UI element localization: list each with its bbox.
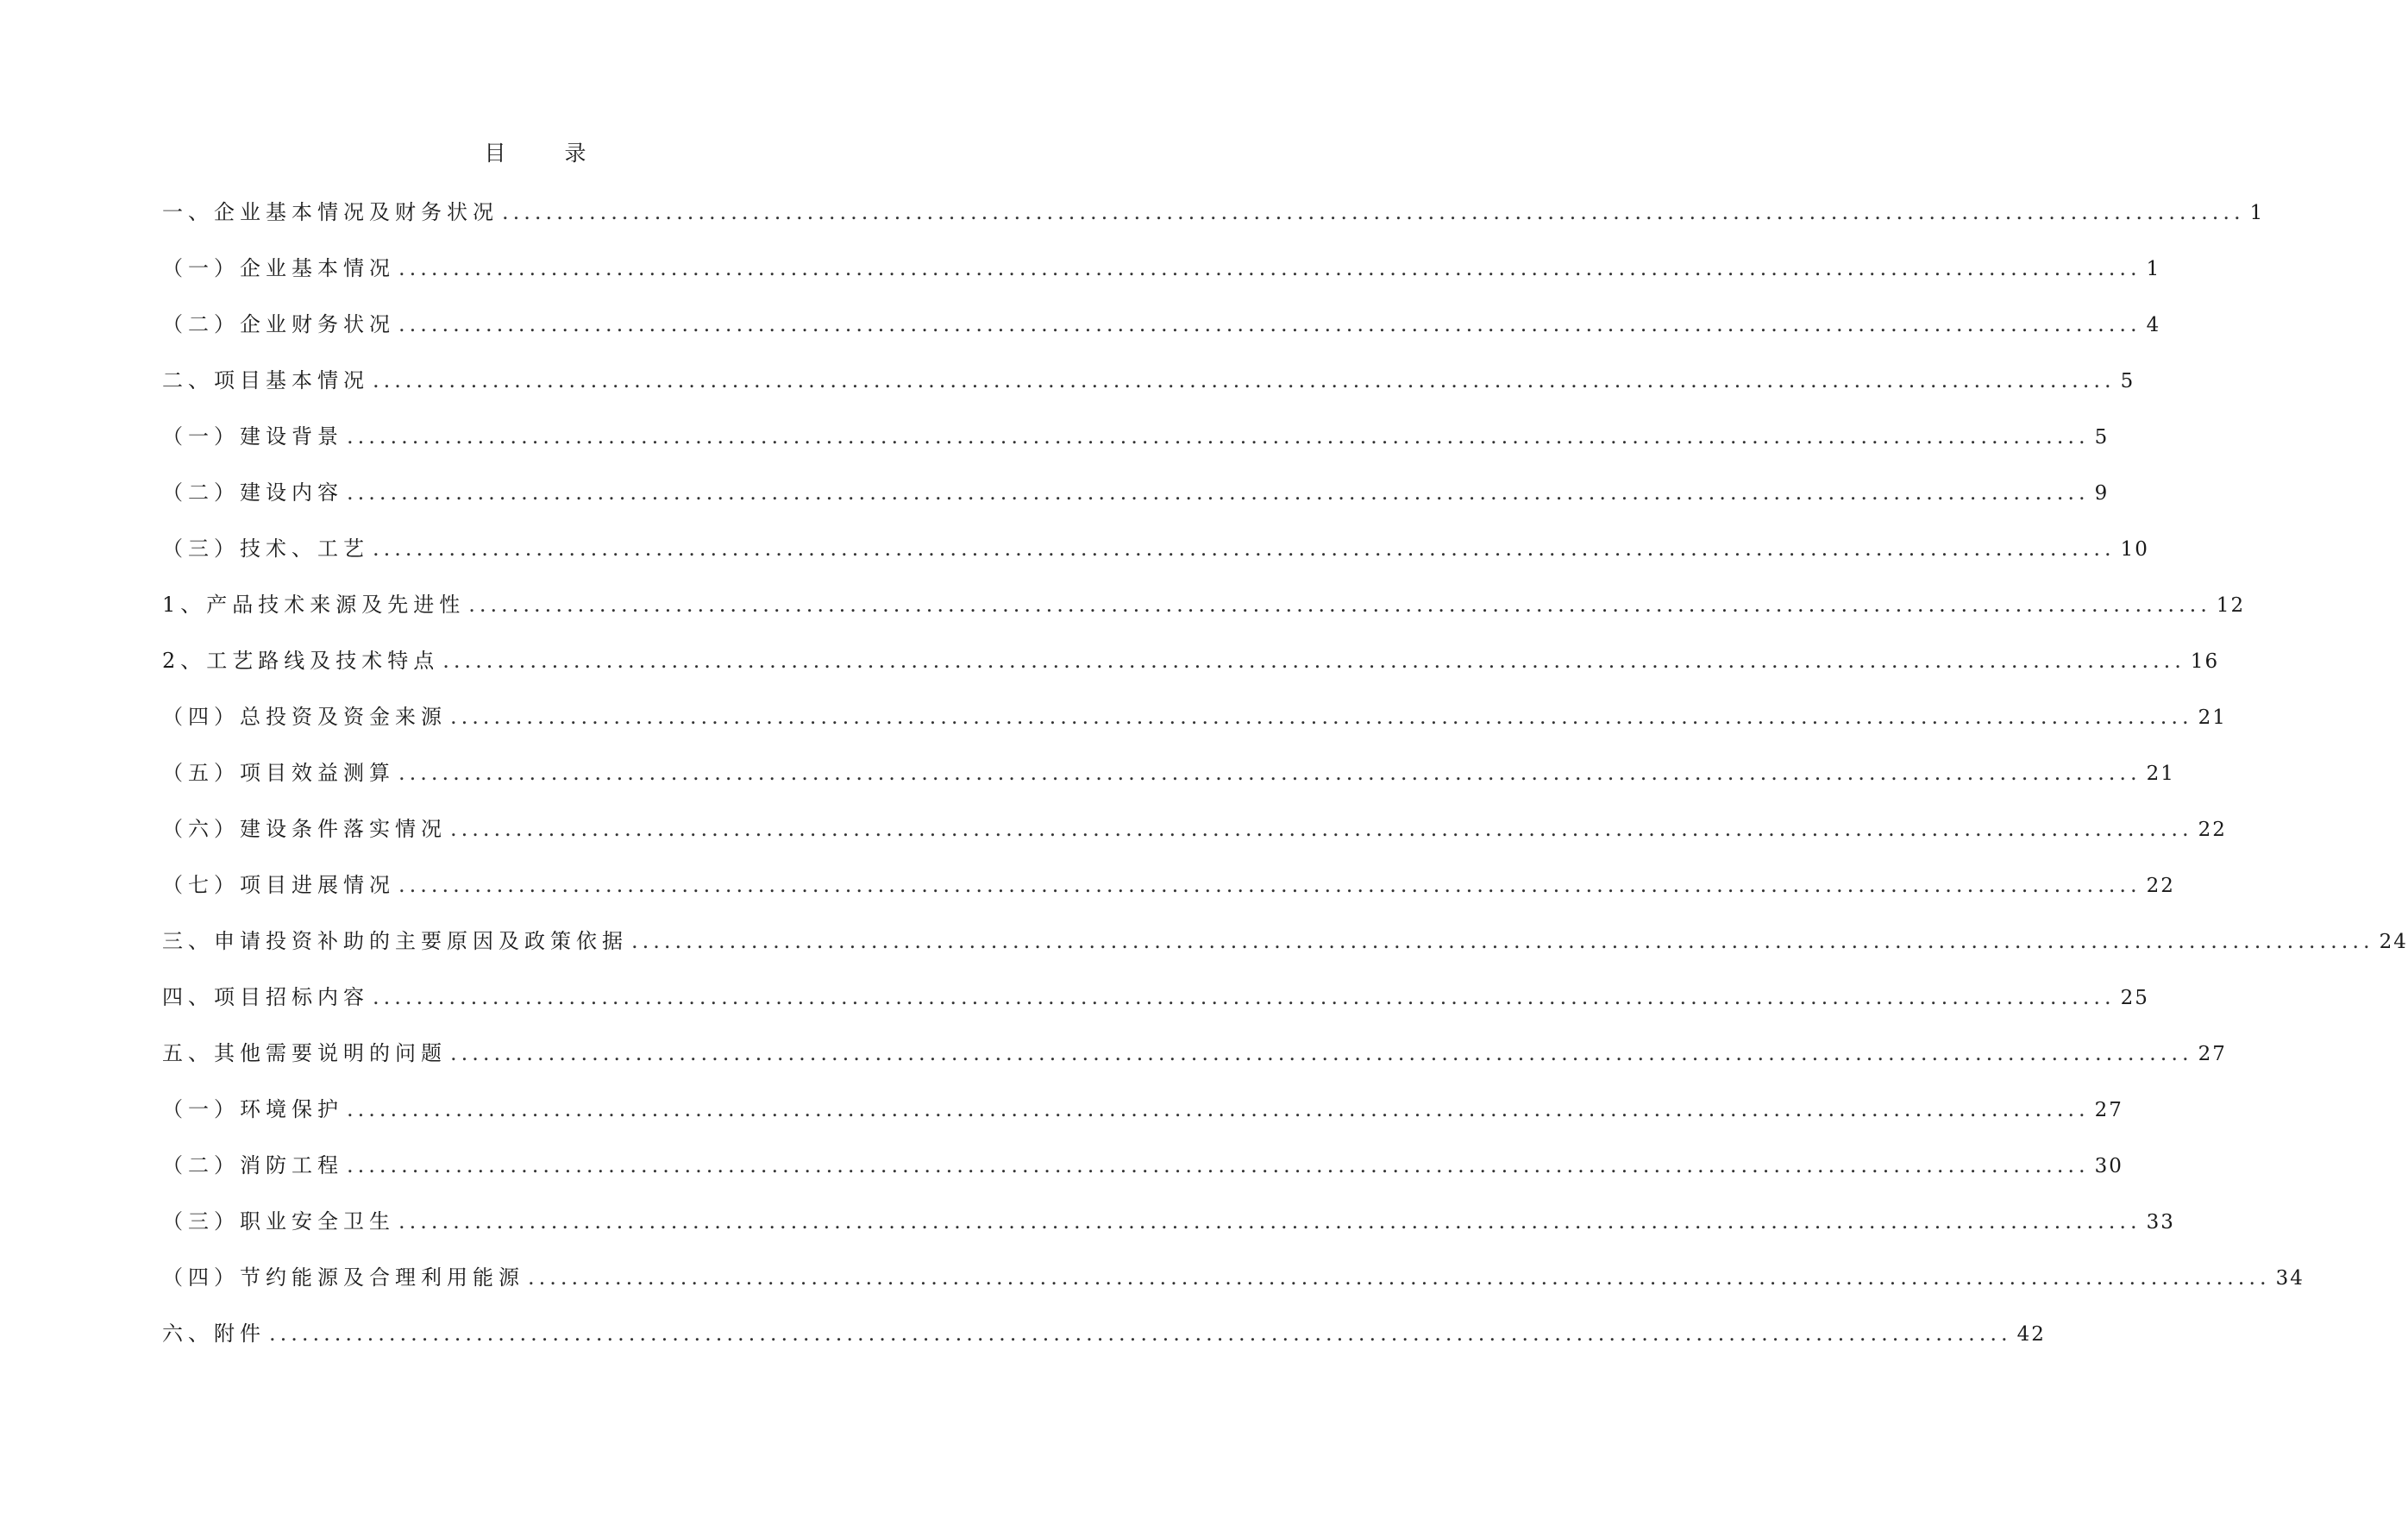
dot-leader: ................................................................................................................................................................ [631, 929, 2374, 953]
toc-entry[interactable] [162, 701, 2227, 757]
dot-leader: ................................................................................................................................................................ [347, 1097, 2090, 1121]
toc-entry-page-number: 4 [2146, 314, 2161, 336]
toc-entry-label: （二）建设内容 [162, 480, 343, 505]
toc-entry-label: （六）建设条件落实情况 [162, 817, 447, 841]
toc-entry-page-number: 25 [2120, 987, 2149, 1009]
dot-leader: ................................................................................................................................................................ [373, 537, 2116, 561]
dot-leader: ................................................................................................................................................................ [528, 1265, 2271, 1290]
toc-entry-label: 五、其他需要说明的问题 [162, 1041, 447, 1065]
toc-entry-label: 1、产品技术来源及先进性 [162, 593, 466, 617]
toc-entry-page-number: 21 [2146, 763, 2175, 785]
toc-entry-label: （一）企业基本情况 [162, 256, 395, 280]
toc-entry[interactable] [162, 1094, 2123, 1150]
toc-entry-page-number: 1 [2146, 258, 2161, 280]
dot-leader: ................................................................................................................................................................ [373, 985, 2116, 1009]
toc-entry-label: （四）总投资及资金来源 [162, 705, 447, 729]
toc-entry[interactable] [162, 870, 2175, 926]
toc-entry-label: 六、附件 [162, 1322, 266, 1346]
toc-entry-page-number: 42 [2016, 1323, 2046, 1346]
dot-leader: ................................................................................................................................................................ [398, 1209, 2141, 1234]
toc-entry[interactable] [162, 365, 2135, 421]
toc-entry-label: （三）职业安全卫生 [162, 1209, 395, 1234]
dot-leader: ................................................................................................................................................................ [373, 368, 2116, 392]
toc-entry-label: 四、项目招标内容 [162, 985, 369, 1009]
toc-entry[interactable] [162, 421, 2110, 477]
toc-entry-label: （一）环境保护 [162, 1097, 343, 1121]
toc-entry-page-number: 1 [2249, 202, 2265, 224]
toc-entry[interactable] [162, 757, 2175, 813]
toc-entry-page-number: 9 [2094, 482, 2110, 505]
toc-entry-page-number: 33 [2146, 1211, 2175, 1234]
toc-entry[interactable] [162, 477, 2110, 533]
toc-entry-label: （五）项目效益测算 [162, 761, 395, 785]
dot-leader: ................................................................................................................................................................ [347, 424, 2090, 449]
toc-entry-label: 二、项目基本情况 [162, 368, 369, 392]
toc-entry-label: 三、申请投资补助的主要原因及政策依据 [162, 929, 628, 953]
toc-entry[interactable] [162, 589, 2246, 645]
dot-leader: ................................................................................................................................................................ [398, 873, 2141, 897]
toc-entry[interactable] [162, 1038, 2227, 1094]
toc-entry[interactable] [162, 926, 2408, 982]
toc-title: 目 录 [484, 141, 612, 166]
toc-entry-label: （一）建设背景 [162, 424, 343, 449]
toc-entry[interactable] [162, 645, 2220, 701]
toc-entry[interactable] [162, 533, 2149, 589]
dot-leader: ................................................................................................................................................................ [502, 200, 2245, 224]
toc-entry-page-number: 10 [2120, 538, 2149, 561]
dot-leader: ................................................................................................................................................................ [347, 480, 2090, 505]
dot-leader: ................................................................................................................................................................ [468, 593, 2211, 617]
toc-entry[interactable] [162, 1206, 2175, 1262]
toc-entry-page-number: 27 [2094, 1099, 2123, 1121]
toc-entry[interactable] [162, 982, 2149, 1038]
dot-leader: ................................................................................................................................................................ [450, 1041, 2193, 1065]
toc-entry-label: 2、工艺路线及技术特点 [162, 649, 440, 673]
toc-entry-page-number: 22 [2198, 819, 2227, 841]
toc-entry[interactable] [162, 1150, 2123, 1206]
toc-entry-page-number: 12 [2216, 594, 2246, 617]
toc-entry-page-number: 21 [2198, 706, 2227, 729]
toc-entry-label: （二）消防工程 [162, 1153, 343, 1177]
dot-leader: ................................................................................................................................................................ [450, 817, 2193, 841]
dot-leader: ................................................................................................................................................................ [442, 649, 2185, 673]
toc-entry[interactable] [162, 309, 2161, 365]
toc-entry-page-number: 24 [2379, 931, 2408, 953]
dot-leader: ................................................................................................................................................................ [347, 1153, 2090, 1177]
toc-entry-label: （三）技术、工艺 [162, 537, 369, 561]
dot-leader: ................................................................................................................................................................ [269, 1322, 2012, 1346]
toc-entry-page-number: 5 [2120, 370, 2135, 392]
toc-entry[interactable] [162, 813, 2227, 870]
toc-entry[interactable] [162, 1262, 2305, 1318]
toc-entry-label: （四）节约能源及合理利用能源 [162, 1265, 524, 1290]
toc-entry-page-number: 30 [2094, 1155, 2123, 1177]
dot-leader: ................................................................................................................................................................ [450, 705, 2193, 729]
toc-entry-page-number: 16 [2190, 650, 2220, 673]
toc-entry-page-number: 22 [2146, 875, 2175, 897]
toc-entry-page-number: 34 [2275, 1267, 2305, 1290]
dot-leader: ................................................................................................................................................................ [398, 761, 2141, 785]
toc-entry-page-number: 5 [2094, 426, 2110, 449]
dot-leader: ................................................................................................................................................................ [398, 256, 2141, 280]
toc-entry[interactable] [162, 197, 2265, 253]
toc-entry-label: （二）企业财务状况 [162, 312, 395, 336]
toc-entry-label: 一、企业基本情况及财务状况 [162, 200, 499, 224]
toc-entry[interactable] [162, 1318, 2046, 1374]
toc-entry-label: （七）项目进展情况 [162, 873, 395, 897]
toc-entry[interactable] [162, 253, 2161, 309]
table-of-contents [162, 197, 2408, 1374]
dot-leader: ................................................................................................................................................................ [398, 312, 2141, 336]
toc-entry-page-number: 27 [2198, 1043, 2227, 1065]
